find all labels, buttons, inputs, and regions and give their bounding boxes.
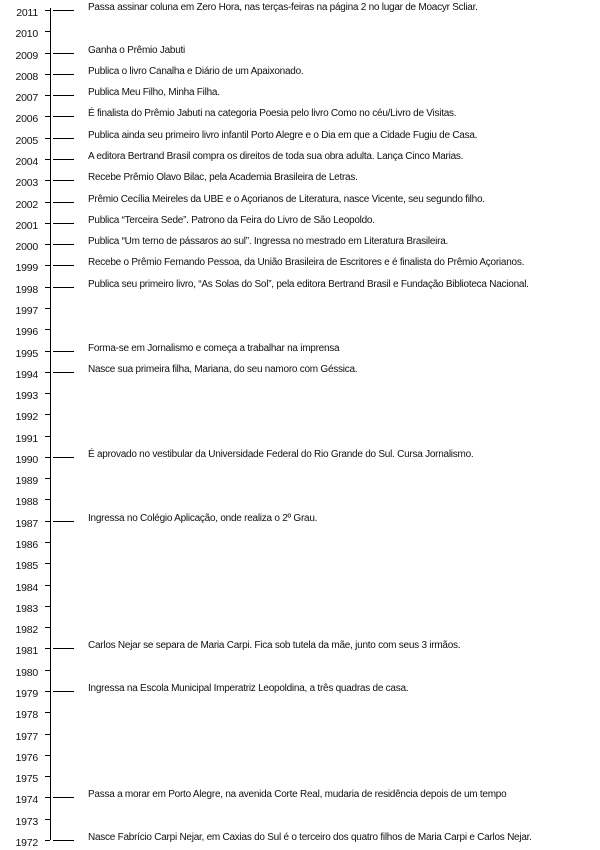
- timeline-row: [0, 599, 600, 613]
- year-tick: [45, 563, 50, 564]
- timeline-row: [0, 195, 600, 209]
- year-tick: [45, 265, 50, 266]
- year-label: 1974: [15, 794, 38, 807]
- event-text: Ingressa na Escola Municipal Imperatriz Leopoldina, a três quadras de casa.: [88, 683, 409, 695]
- year-tick: [45, 414, 50, 415]
- event-connector: [53, 223, 74, 224]
- year-label: 1998: [15, 283, 38, 296]
- timeline-row: [0, 705, 600, 722]
- event-connector: [53, 521, 74, 522]
- event-text: Ganha o Prêmio Jabuti: [88, 44, 186, 56]
- year-tick: [45, 755, 50, 756]
- timeline-row: [0, 3, 600, 17]
- event-text: Ingressa no Colégio Aplicação, onde realiza o 2º Grau.: [88, 512, 318, 524]
- event-text: Forma-se em Jornalismo e começa a trabalhar na imprensa: [88, 342, 340, 354]
- year-label: 1981: [15, 645, 38, 658]
- year-tick: [45, 457, 50, 458]
- year-tick: [45, 244, 50, 245]
- year-tick: [45, 116, 50, 117]
- event-connector: [53, 116, 74, 117]
- event-connector: [53, 372, 74, 373]
- event-text: Prêmio Cecília Meireles da UBE e o Açorianos de Literatura, nasce Vicente, seu segundo filho.: [88, 193, 485, 205]
- timeline-row: [0, 365, 600, 379]
- year-tick: [45, 712, 50, 713]
- year-label: 1992: [15, 411, 38, 424]
- year-tick: [45, 627, 50, 628]
- timeline-row: [0, 748, 600, 762]
- year-label: 1977: [15, 730, 38, 743]
- year-label: 1972: [15, 837, 38, 849]
- year-label: 1984: [15, 581, 38, 594]
- year-tick: [45, 606, 50, 607]
- timeline-row: [0, 46, 600, 60]
- event-text: É aprovado no vestibular da Universidade Federal do Rio Grande do Sul. Cursa Jornalismo.: [88, 448, 474, 460]
- year-label: 2006: [15, 113, 38, 126]
- timeline-row: [0, 108, 600, 126]
- event-text: Publica o livro Canalha e Diário de um Apaixonado.: [88, 65, 304, 77]
- year-tick: [45, 585, 50, 586]
- timeline-row: [0, 769, 600, 786]
- year-label: 2011: [16, 7, 38, 19]
- year-label: 1991: [15, 432, 38, 445]
- timeline-row: [0, 471, 600, 488]
- year-tick: [45, 31, 50, 32]
- timeline-row: [0, 556, 600, 573]
- timeline-row: [0, 152, 600, 166]
- year-tick: [45, 819, 50, 820]
- year-label: 1973: [15, 815, 38, 828]
- year-label: 2007: [15, 92, 38, 105]
- year-label: 1994: [15, 368, 38, 381]
- year-tick: [45, 159, 50, 160]
- timeline-row: [0, 578, 600, 592]
- timeline-row: [0, 833, 600, 847]
- timeline-row: [0, 663, 600, 677]
- year-label: 2001: [15, 219, 38, 232]
- timeline-row: [0, 216, 600, 230]
- timeline-row: [0, 535, 600, 552]
- year-tick: [45, 138, 50, 139]
- timeline-row: [0, 386, 600, 403]
- year-label: 2004: [15, 155, 38, 168]
- event-text: Publica Meu Filho, Minha Filha.: [88, 87, 220, 99]
- event-connector: [53, 840, 74, 841]
- event-connector: [53, 244, 74, 245]
- year-tick: [45, 542, 50, 543]
- event-connector: [53, 797, 74, 798]
- event-connector: [53, 138, 74, 139]
- timeline-row: [0, 429, 600, 443]
- timeline-row: [0, 450, 600, 464]
- event-connector: [53, 53, 74, 54]
- event-connector: [53, 74, 74, 75]
- event-connector: [53, 287, 74, 288]
- year-label: 1976: [15, 751, 38, 764]
- year-label: 2009: [15, 49, 38, 62]
- event-connector: [53, 95, 74, 96]
- year-label: 1990: [15, 453, 38, 466]
- timeline-row: [0, 280, 600, 294]
- timeline-row: [0, 789, 600, 807]
- year-label: 1985: [15, 560, 38, 573]
- year-tick: [45, 393, 50, 394]
- event-connector: [53, 457, 74, 458]
- year-tick: [45, 648, 50, 649]
- year-tick: [45, 95, 50, 96]
- year-label: 1999: [15, 262, 38, 275]
- year-tick: [45, 478, 50, 479]
- year-tick: [45, 329, 50, 330]
- year-tick: [45, 308, 50, 309]
- year-label: 2005: [15, 134, 38, 147]
- year-tick: [45, 499, 50, 500]
- timeline-row: [0, 67, 600, 81]
- year-label: 1978: [15, 709, 38, 722]
- timeline-row: [0, 301, 600, 315]
- timeline-row: [0, 131, 600, 145]
- event-text: Publica “Um terno de pássaros ao sul”. Ingressa no mestrado em Literatura Brasileira.: [88, 236, 449, 248]
- event-connector: [53, 691, 74, 692]
- year-tick: [45, 223, 50, 224]
- year-tick: [45, 734, 50, 735]
- year-tick: [45, 10, 50, 11]
- timeline-row: [0, 812, 600, 826]
- year-tick: [45, 840, 50, 841]
- timeline-row: [0, 727, 600, 741]
- event-text: Nasce Fabrício Carpi Nejar, em Caxias do Sul é o terceiro dos quatro filhos de Maria Carpi e Carlos Nejar.: [88, 832, 532, 843]
- event-connector: [53, 648, 74, 649]
- event-text: Passa assinar coluna em Zero Hora, nas terças-feiras na página 2 no lugar de Moacyr Scliar.: [88, 2, 478, 13]
- year-tick: [45, 74, 50, 75]
- timeline-row: [0, 640, 600, 658]
- year-label: 1987: [15, 517, 38, 530]
- year-label: 1979: [15, 688, 38, 701]
- year-tick: [45, 776, 50, 777]
- timeline-row: [0, 172, 600, 190]
- year-label: 1983: [15, 602, 38, 615]
- year-label: 1982: [15, 624, 38, 637]
- year-tick: [45, 797, 50, 798]
- timeline-row: [0, 87, 600, 105]
- year-label: 1986: [15, 539, 38, 552]
- timeline-row: [0, 407, 600, 424]
- event-connector: [53, 351, 74, 352]
- event-connector: [53, 265, 74, 266]
- year-tick: [45, 351, 50, 352]
- year-label: 2003: [15, 177, 38, 190]
- year-label: 1996: [15, 326, 38, 339]
- timeline-row: [0, 24, 600, 41]
- year-label: 1975: [15, 773, 38, 786]
- year-tick: [45, 521, 50, 522]
- event-text: Recebe o Prêmio Fernando Pessoa, da União Brasileira de Escritores e é finalista do Prêmio Açorianos.: [88, 257, 525, 269]
- year-tick: [45, 372, 50, 373]
- year-label: 1988: [15, 496, 38, 509]
- year-tick: [45, 670, 50, 671]
- year-label: 2002: [15, 198, 38, 211]
- timeline-row: [0, 322, 600, 339]
- event-text: Passa a morar em Porto Alegre, na avenida Corte Real, mudaria de residência depois de um tempo: [88, 789, 507, 801]
- event-connector: [53, 10, 74, 11]
- timeline-row: [0, 344, 600, 358]
- timeline-row: [0, 683, 600, 701]
- year-tick: [45, 691, 50, 692]
- year-tick: [45, 53, 50, 54]
- year-tick: [45, 287, 50, 288]
- event-text: Carlos Nejar se separa de Maria Carpi. Fica sob tutela da mãe, junto com seus 3 irmãos.: [88, 640, 461, 652]
- timeline-row: [0, 514, 600, 528]
- event-connector: [53, 180, 74, 181]
- event-connector: [53, 159, 74, 160]
- event-text: A editora Bertrand Brasil compra os direitos de toda sua obra adulta. Lança Cinco Marias.: [88, 150, 464, 162]
- year-tick: [45, 180, 50, 181]
- event-text: Publica “Terceira Sede”. Patrono da Feira do Livro de São Leopoldo.: [88, 214, 375, 226]
- year-label: 2010: [15, 28, 38, 41]
- year-label: 1997: [15, 304, 38, 317]
- year-tick: [45, 202, 50, 203]
- timeline-row: [0, 257, 600, 275]
- event-text: É finalista do Prêmio Jabuti na categoria Poesia pelo livro Como no céu/Livro de Visitas.: [88, 108, 457, 120]
- timeline-row: [0, 620, 600, 637]
- event-connector: [53, 202, 74, 203]
- year-label: 1989: [15, 475, 38, 488]
- year-label: 2000: [15, 241, 38, 254]
- event-text: Publica ainda seu primeiro livro infantil Porto Alegre e o Dia em que a Cidade Fugiu de Casa.: [88, 129, 478, 141]
- event-text: Recebe Prêmio Olavo Bilac, pela Academia Brasileira de Letras.: [88, 172, 358, 184]
- year-label: 1993: [15, 390, 38, 403]
- event-text: Nasce sua primeira filha, Mariana, do seu namoro com Géssica.: [88, 363, 358, 375]
- year-label: 1980: [15, 666, 38, 679]
- year-label: 2008: [15, 70, 38, 83]
- timeline-row: [0, 492, 600, 509]
- year-tick: [45, 436, 50, 437]
- timeline-row: [0, 236, 600, 254]
- year-label: 1995: [15, 347, 38, 360]
- event-text: Publica seu primeiro livro, “As Solas do Sol”, pela editora Bertrand Brasil e Fundação Biblioteca Nacional.: [88, 278, 529, 290]
